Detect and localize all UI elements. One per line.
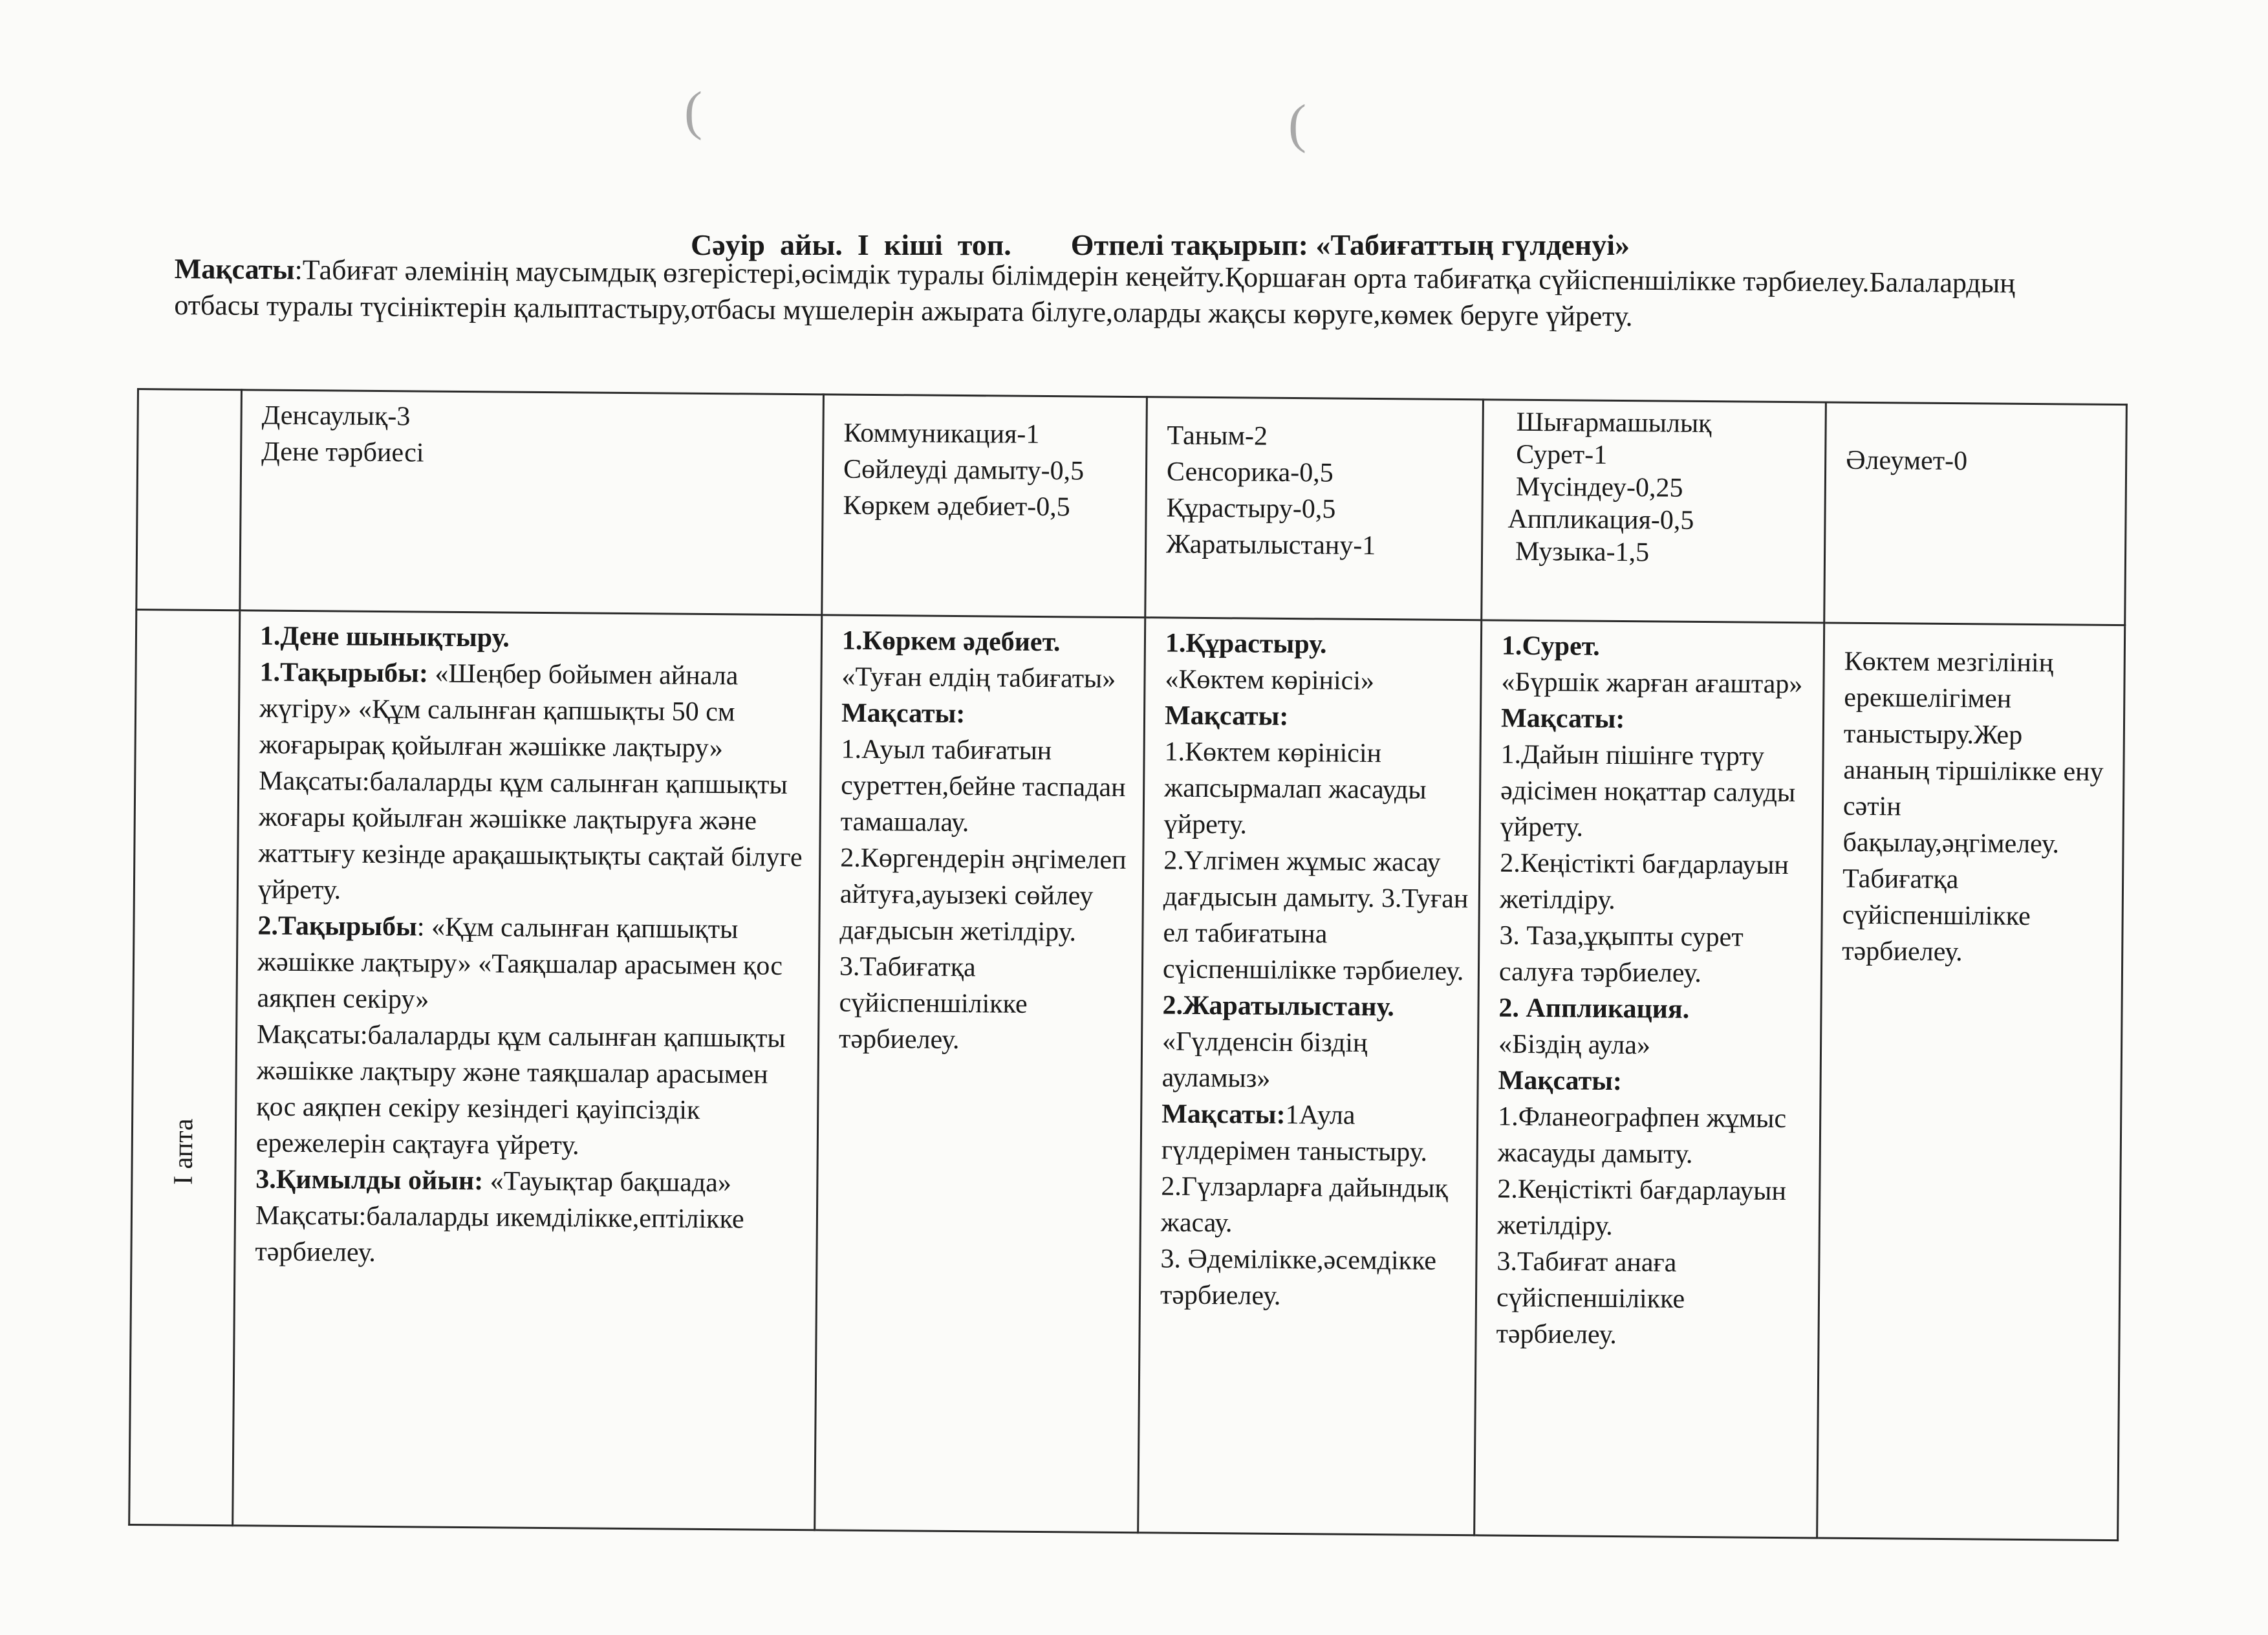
cell-line: 1.Сурет. [1501, 631, 1600, 662]
cell-line: Мақсаты: [841, 698, 966, 730]
cell-line: 2.Көргендерін әңгімелеп айтуға,ауызекі сөйлеу дағдысын жетілдіру. [839, 843, 1127, 947]
cell-construction [1138, 618, 1482, 1535]
header-cell-health [240, 390, 824, 615]
cell-literature [815, 615, 1145, 1533]
header-cell-social [1824, 402, 2127, 625]
week-label: І апта [168, 1118, 199, 1186]
cell-line: 2.Гүлзарларға дайындық жасау. [1160, 1171, 1449, 1239]
cell-line: Мақсаты:балаларды құм салынған қапшықты жоғары қойылған жәшікке лақтыруға және жаттығу кезінде арақашықтықты сақтай білуге үйрету. [257, 766, 803, 905]
header-line: Денсаулық-3 [261, 400, 411, 432]
cell-line: Көктем мезгілінің ерекшелігімен таныстыру.Жер ананың тіршілікке ену сәтін бақылау,әңгімелеу. Табиғатқа сүйіспеншілікке тәрбиелеу. [1842, 646, 2104, 968]
cell-line: 3.Табиғатқа сүйіспеншілікке тәрбиелеу. [838, 951, 1028, 1056]
cell-line: 1.Дайын пішінге түрту әдісімен ноқаттар салуды үйрету. [1500, 739, 1796, 843]
table-header-row [136, 389, 2127, 625]
cell-line: 1.Құрастыру. [1165, 628, 1327, 660]
header-line: Дене тәрбиесі [261, 437, 424, 468]
cell-line: Мақсаты:балаларды құм салынған қапшықты жәшікке лақтыру және таяқшалар арасымен қос аяқпен секіру кезіндегі қауіпсіздік ережелерін сақтауға үйрету. [255, 1019, 786, 1161]
cell-line: «Шеңбер бойымен айнала жүгіру» «Құм салынған қапшықты 50 см жоғарырақ қойылған жәшікке лақтыру» [259, 658, 739, 764]
week-cell [129, 610, 240, 1526]
cell-line: 3.Табиғат анаға сүйіспеншілікке тәрбиелеу. [1496, 1246, 1685, 1350]
header-line: Музыка-1,5 [1515, 536, 1650, 568]
header-cell-empty [136, 389, 242, 611]
header-cell-communication [822, 395, 1147, 618]
cell-line: 2.Кеңістікті бағдарлауын жетілдіру. [1499, 848, 1789, 915]
header-line: Әлеумет-0 [1846, 445, 1968, 477]
cell-line: 2.Кеңістікті бағдарлауын жетілдіру. [1496, 1174, 1787, 1241]
cell-line: 2.Тақырыбы [257, 911, 418, 942]
cell-line: Мақсаты: [1498, 1065, 1623, 1097]
scan-artifact-mark: ( [1288, 94, 1306, 154]
header-line: Аппликация-0,5 [1507, 504, 1694, 536]
table-week-row [129, 610, 2125, 1541]
cell-line: «Туған елдің табиғаты» [841, 662, 1116, 694]
cell-line: Мақсаты:балаларды икемділікке,ептілікке тәрбиелеу. [255, 1200, 744, 1268]
header-line: Таным-2 [1167, 420, 1268, 451]
cell-line: 1.Фланеографпен жұмыс жасауды дамыту. [1497, 1101, 1787, 1169]
cell-line: 3.Қимылды ойын: [255, 1164, 484, 1196]
cell-line: 2. Аппликация. [1498, 993, 1690, 1024]
cell-line: 3. Әдемілікке,әсемдікке тәрбиелеу. [1160, 1244, 1437, 1311]
cell-line: 1.Тақырыбы: [259, 657, 429, 689]
header-line: Жаратылыстану-1 [1165, 529, 1376, 561]
cell-line: 2.Үлгімен жұмыс жасау дағдысын дамыту. 3.Туған ел табиғатына сүіспеншілікке тәрбиелеу. [1162, 845, 1469, 987]
header-line: Сенсорика-0,5 [1166, 457, 1334, 488]
cell-line: Мақсаты: [1500, 703, 1625, 735]
cell-drawing [1474, 620, 1824, 1538]
header-line: Коммуникация-1 [843, 418, 1040, 449]
cell-physical-education [233, 611, 822, 1530]
header-line: Құрастыру-0,5 [1166, 493, 1336, 525]
cell-line: 1Аула гүлдерімен таныстыру. [1161, 1099, 1428, 1167]
cell-line: 1.Көркем әдебиет. [841, 625, 1061, 658]
cell-line: «Тауықтар бақшада» [483, 1166, 732, 1198]
cell-line: 2.Жаратылыстану. [1162, 990, 1395, 1023]
cell-line: «Көктем көрінісі» [1165, 664, 1375, 697]
header-line: Сөйлеуді дамыту-0,5 [843, 454, 1085, 486]
header-line: Мүсіндеу-0,25 [1515, 471, 1683, 503]
page-heading: Сәуір айы. І кіші топ. Өтпелі тақырып: «Табиғаттың гүлденуі» [691, 228, 1630, 261]
cell-social [1817, 623, 2125, 1541]
header-line: Сурет-1 [1516, 439, 1608, 470]
goal-text: :Табиғат әлемінің маусымдық өзгерістері,өсімдік туралы білімдерін кеңейту.Қоршаған орта табиғатқа сүйіспеншілікке тәрбиелеу.Балалардың отбасы туралы түсініктерін қалыптастыру,отбасы мүшелерін ажырата білуге,оларды жақсы көруге,көмек беруге үйрету. [174, 254, 2016, 332]
cell-line: 3. Таза,ұқыпты сурет салуға тәрбиелеу. [1498, 920, 1744, 989]
header-cell-cognition [1145, 397, 1484, 620]
scan-artifact-mark: ( [684, 81, 702, 141]
cell-line: «Біздің аула» [1498, 1029, 1651, 1061]
weekly-plan-table [128, 388, 2128, 1541]
cell-line: 1.Көктем көрінісін жапсырмалап жасауды үйрету. [1163, 737, 1427, 840]
cell-line: 1.Ауыл табиғатын суреттен,бейне таспадан тамашалау. [840, 734, 1126, 838]
cell-line: «Гүлденсін біздің ауламыз» [1161, 1026, 1368, 1094]
goal-paragraph [174, 251, 2089, 338]
header-line: Шығармашылық [1516, 407, 1712, 439]
cell-line: 1.Дене шынықтыру. [259, 621, 510, 653]
header-line: Көркем әдебиет-0,5 [843, 490, 1070, 523]
header-cell-creativity [1482, 400, 1826, 623]
cell-line: Мақсаты: [1164, 700, 1289, 731]
cell-line: «Бүршік жарған ағаштар» [1501, 667, 1803, 700]
cell-line: : «Құм салынған қапшықты жәшікке лақтыру» «Таяқшалар арасымен қос аяқпен секіру» [257, 912, 783, 1015]
goal-label: Мақсаты [174, 252, 295, 286]
cell-line: Мақсаты: [1161, 1099, 1286, 1130]
